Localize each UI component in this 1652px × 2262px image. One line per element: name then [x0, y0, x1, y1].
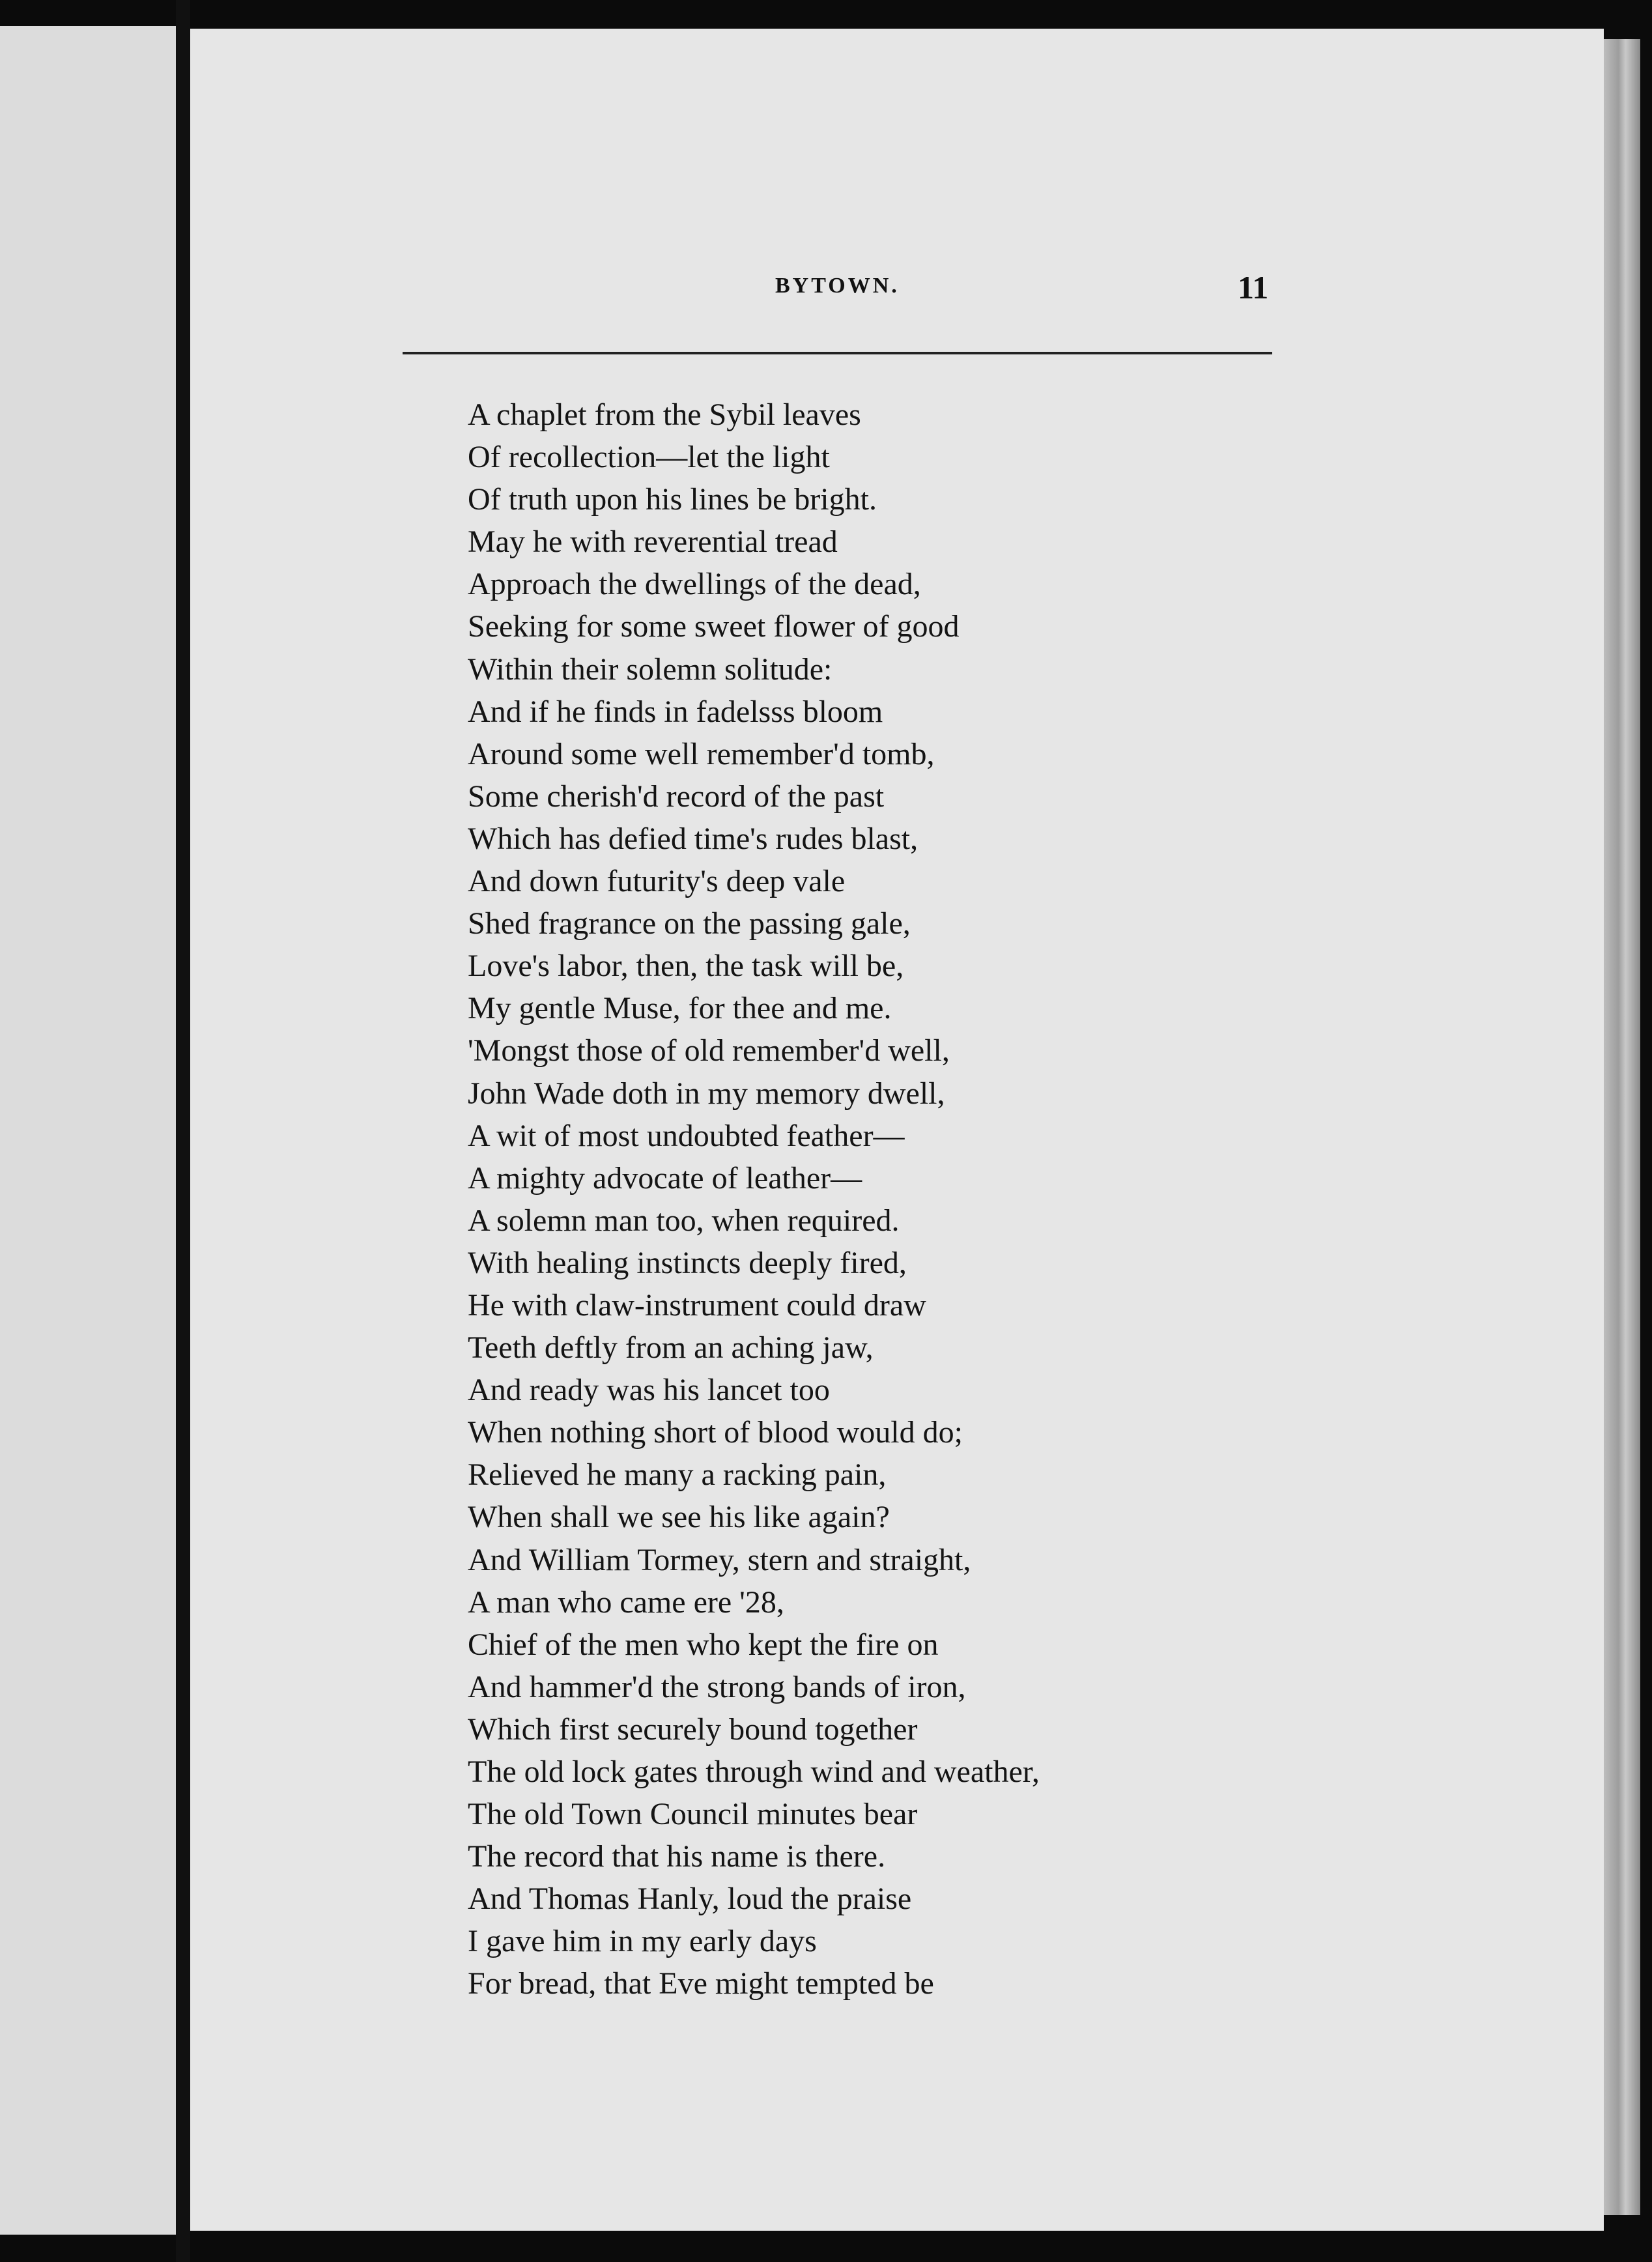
poem-line: I gave him in my early days	[468, 1924, 817, 1959]
binding-gutter	[176, 0, 190, 2262]
poem-line: For bread, that Eve might tempted be	[468, 1966, 934, 2001]
poem-line: When shall we see his like again?	[468, 1500, 890, 1535]
poem-line: Teeth deftly from an aching jaw,	[468, 1330, 874, 1366]
poem-line: With healing instincts deeply fired,	[468, 1245, 907, 1280]
page-number: 11	[1238, 269, 1269, 306]
poem-line: Seeking for some sweet flower of good	[468, 609, 960, 644]
poem-line: The old Town Council minutes bear	[468, 1797, 918, 1832]
poem-line: Approach the dwellings of the dead,	[468, 567, 921, 602]
poem-line: And William Tormey, stern and straight,	[468, 1542, 971, 1577]
poem-line: A wit of most undoubted feather—	[468, 1118, 905, 1153]
poem-line: And Thomas Hanly, loud the praise	[468, 1882, 912, 1917]
poem-line: My gentle Muse, for thee and me.	[468, 991, 892, 1026]
poem-line: Within their solemn solitude:	[468, 651, 833, 687]
poem-line: John Wade doth in my memory dwell,	[468, 1076, 945, 1111]
poem-line: Some cherish'd record of the past	[468, 779, 885, 814]
poem-line: Which has defied time's rudes blast,	[468, 821, 919, 856]
poem-line: The old lock gates through wind and weather,	[468, 1754, 1040, 1789]
poem-line: He with claw-instrument could draw	[468, 1287, 926, 1323]
poem-line: Relieved he many a racking pain,	[468, 1457, 887, 1493]
poem-line: And hammer'd the strong bands of iron,	[468, 1669, 966, 1704]
page-stack-edge	[1604, 39, 1640, 2215]
poem-line: A mighty advocate of leather—	[468, 1160, 862, 1195]
poem-line: Of recollection—let the light	[468, 440, 830, 475]
poem-line: Of truth upon his lines be bright.	[468, 482, 877, 517]
header-rule	[403, 352, 1272, 354]
poem-line: 'Mongst those of old remember'd well,	[468, 1033, 950, 1068]
poem-line: May he with reverential tread	[468, 524, 838, 560]
poem-line: A chaplet from the Sybil leaves	[468, 397, 861, 432]
poem-line: And down futurity's deep vale	[468, 864, 846, 899]
poem-text	[468, 394, 1040, 2005]
poem-line: Love's labor, then, the task will be,	[468, 949, 904, 984]
poem-line: Around some well remember'd tomb,	[468, 736, 935, 771]
poem-line: Chief of the men who kept the fire on	[468, 1627, 939, 1662]
poem-line: Which first securely bound together	[468, 1711, 918, 1747]
poem-line: A solemn man too, when required.	[468, 1203, 900, 1238]
poem-line: The record that his name is there.	[468, 1839, 886, 1874]
poem-line: When nothing short of blood would do;	[468, 1415, 963, 1450]
poem-line: And ready was his lancet too	[468, 1373, 830, 1408]
running-head: BYTOWN.	[775, 274, 900, 298]
facing-page-edge	[0, 26, 176, 2235]
poem-line: A man who came ere '28,	[468, 1584, 784, 1620]
poem-line: And if he finds in fadelsss bloom	[468, 694, 883, 729]
poem-line: Shed fragrance on the passing gale,	[468, 906, 911, 941]
